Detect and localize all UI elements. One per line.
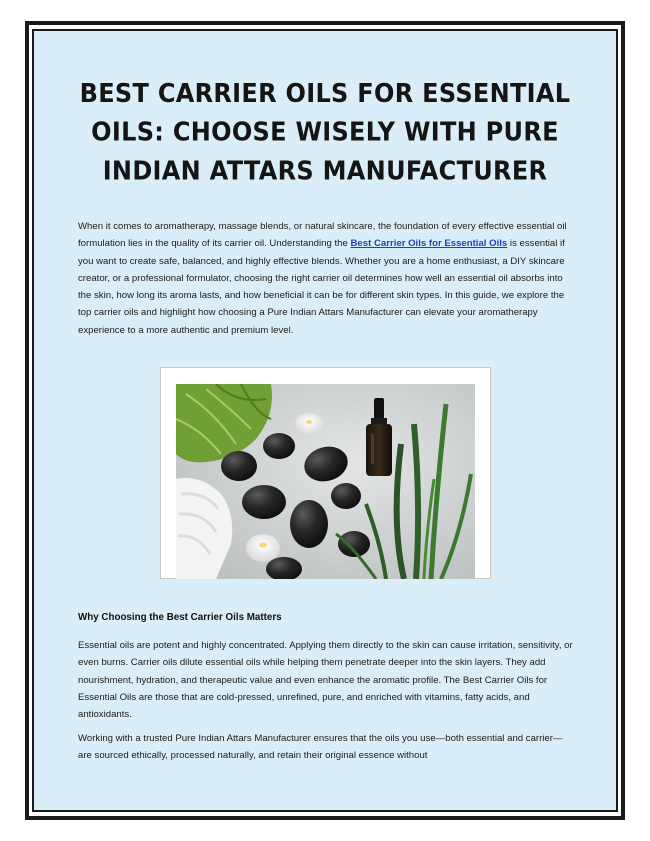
spa-stones-photo [176, 384, 475, 579]
intro-text-after-link: is essential if you want to create safe, balanced, and highly effective blends. Whether you are a home enthusiast, a DIY skincare creator, or a professional formulator, choosing the right carrier oil determines how well an essential oil absorbs into the skin, how long its aroma lasts, and how beneficial it can be for different skin types. In this guide, we explore the top carrier oils and highlight how choosing a Pure Indian Attars Manufacturer can elevate your aromatherapy experience to a more authentic and premium level. [78, 238, 565, 336]
document-title: BEST CARRIER OILS FOR ESSENTIAL OILS: CHOOSE WISELY WITH PURE INDIAN ATTARS MANUFACTURER [79, 77, 571, 186]
carrier-oils-link[interactable]: Best Carrier Oils for Essential Oils [350, 238, 508, 250]
body-paragraph-2: Essential oils are potent and highly concentrated. Applying them directly to the skin can cause irritation, sensitivity, or even burns. Carrier oils dilute essential oils while helping them penetrate deeper into the skin layers. They add nourishment, hydration, and therapeutic value and even enhance the aromatic profile. The Best Carrier Oils for Essential Oils are those that are cold-pressed, unrefined, pure, and enriched with vitamins, fatty acids, and antioxidants. [78, 640, 573, 721]
intro-text-before-link: When it comes to aromatherapy, massage blends, or natural skincare, the foundation of every effective essential oil formulation lies in the quality of its carrier oil. Understanding the [78, 221, 567, 250]
intro-paragraph [78, 218, 574, 339]
section-heading: Why Choosing the Best Carrier Oils Matters [78, 612, 282, 623]
body-paragraph-3: Working with a trusted Pure Indian Attars Manufacturer ensures that the oils you use—both essential and carrier—are sourced ethically, processed naturally, and retain their original essence without [78, 733, 563, 762]
